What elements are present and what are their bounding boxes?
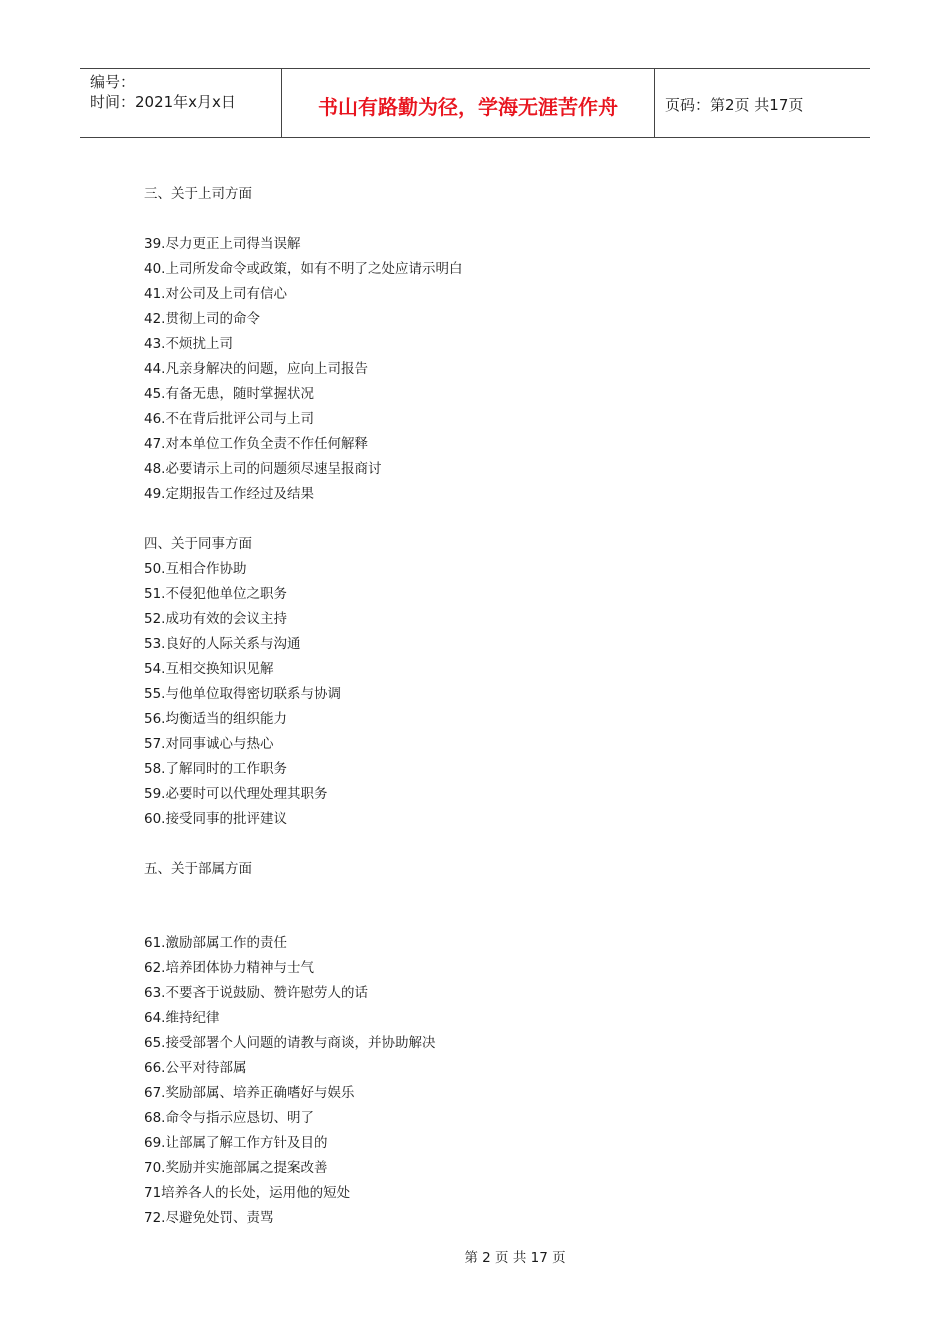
list-item: 68.命令与指示应恳切、明了 xyxy=(144,1110,314,1126)
list-item: 59.必要时可以代理处理其职务 xyxy=(144,786,328,802)
list-item: 60.接受同事的批评建议 xyxy=(144,811,287,827)
spacer xyxy=(144,882,844,931)
section-heading-subordinates: 五、关于部属方面 xyxy=(144,861,252,877)
list-item: 41.对公司及上司有信心 xyxy=(144,286,287,302)
page-footer xyxy=(0,1246,950,1266)
section-heading-colleagues: 四、关于同事方面 xyxy=(144,536,252,552)
list-item: 71培养各人的长处，运用他的短处 xyxy=(144,1185,351,1201)
list-item: 45.有备无患，随时掌握状况 xyxy=(144,386,314,402)
list-item: 62.培养团体协力精神与士气 xyxy=(144,960,314,976)
list-item: 63.不要吝于说鼓励、赞许慰劳人的话 xyxy=(144,985,368,1001)
list-item: 66.公平对待部属 xyxy=(144,1060,247,1076)
list-item: 53.良好的人际关系与沟通 xyxy=(144,636,301,652)
header-middle-cell xyxy=(282,69,655,137)
list-item: 65.接受部署个人问题的请教与商谈，并协助解决 xyxy=(144,1035,436,1051)
list-item: 69.让部属了解工作方针及目的 xyxy=(144,1135,328,1151)
list-item: 64.维持纪律 xyxy=(144,1010,220,1026)
list-item: 43.不烦扰上司 xyxy=(144,336,233,352)
list-item: 67.奖励部属、培养正确嗜好与娱乐 xyxy=(144,1085,355,1101)
header-left-cell xyxy=(80,69,282,137)
list-item: 50.互相合作协助 xyxy=(144,561,247,577)
list-item: 56.均衡适当的组织能力 xyxy=(144,711,287,727)
list-item: 44.凡亲身解决的问题，应向上司报告 xyxy=(144,361,368,377)
page-info: 页码：第2页 共17页 xyxy=(665,96,804,114)
list-item: 47.对本单位工作负全责不作任何解释 xyxy=(144,436,368,452)
list-item: 72.尽避免处罚、责骂 xyxy=(144,1210,274,1226)
list-item: 54.互相交换知识见解 xyxy=(144,661,274,677)
list-item: 40.上司所发命令或政策，如有不明了之处应请示明白 xyxy=(144,261,463,277)
document-header xyxy=(80,68,870,138)
spacer xyxy=(144,207,844,232)
list-item: 48.必要请示上司的问题须尽速呈报商讨 xyxy=(144,461,382,477)
footer-page-number: 第 2 页 共 17 页 xyxy=(464,1250,566,1266)
list-item: 46.不在背后批评公司与上司 xyxy=(144,411,314,427)
section-heading-superiors: 三、关于上司方面 xyxy=(144,186,252,202)
spacer xyxy=(144,507,844,532)
list-item: 51.不侵犯他单位之职务 xyxy=(144,586,287,602)
list-item: 57.对同事诚心与热心 xyxy=(144,736,274,752)
spacer xyxy=(144,832,844,857)
list-item: 58.了解同时的工作职务 xyxy=(144,761,287,777)
document-body xyxy=(144,182,844,1231)
list-item: 39.尽力更正上司得当误解 xyxy=(144,236,301,252)
number-label: 编号： xyxy=(90,73,136,91)
list-item: 49.定期报告工作经过及结果 xyxy=(144,486,314,502)
list-item: 55.与他单位取得密切联系与协调 xyxy=(144,686,341,702)
list-item: 52.成功有效的会议主持 xyxy=(144,611,287,627)
list-item: 70.奖励并实施部属之提案改善 xyxy=(144,1160,328,1176)
list-item: 42.贯彻上司的命令 xyxy=(144,311,260,327)
list-item: 61.激励部属工作的责任 xyxy=(144,935,287,951)
motto-text: 书山有路勤为径，学海无涯苦作舟 xyxy=(318,95,618,119)
time-label: 时间：2021年x月x日 xyxy=(90,93,236,111)
header-right-cell xyxy=(655,69,870,137)
